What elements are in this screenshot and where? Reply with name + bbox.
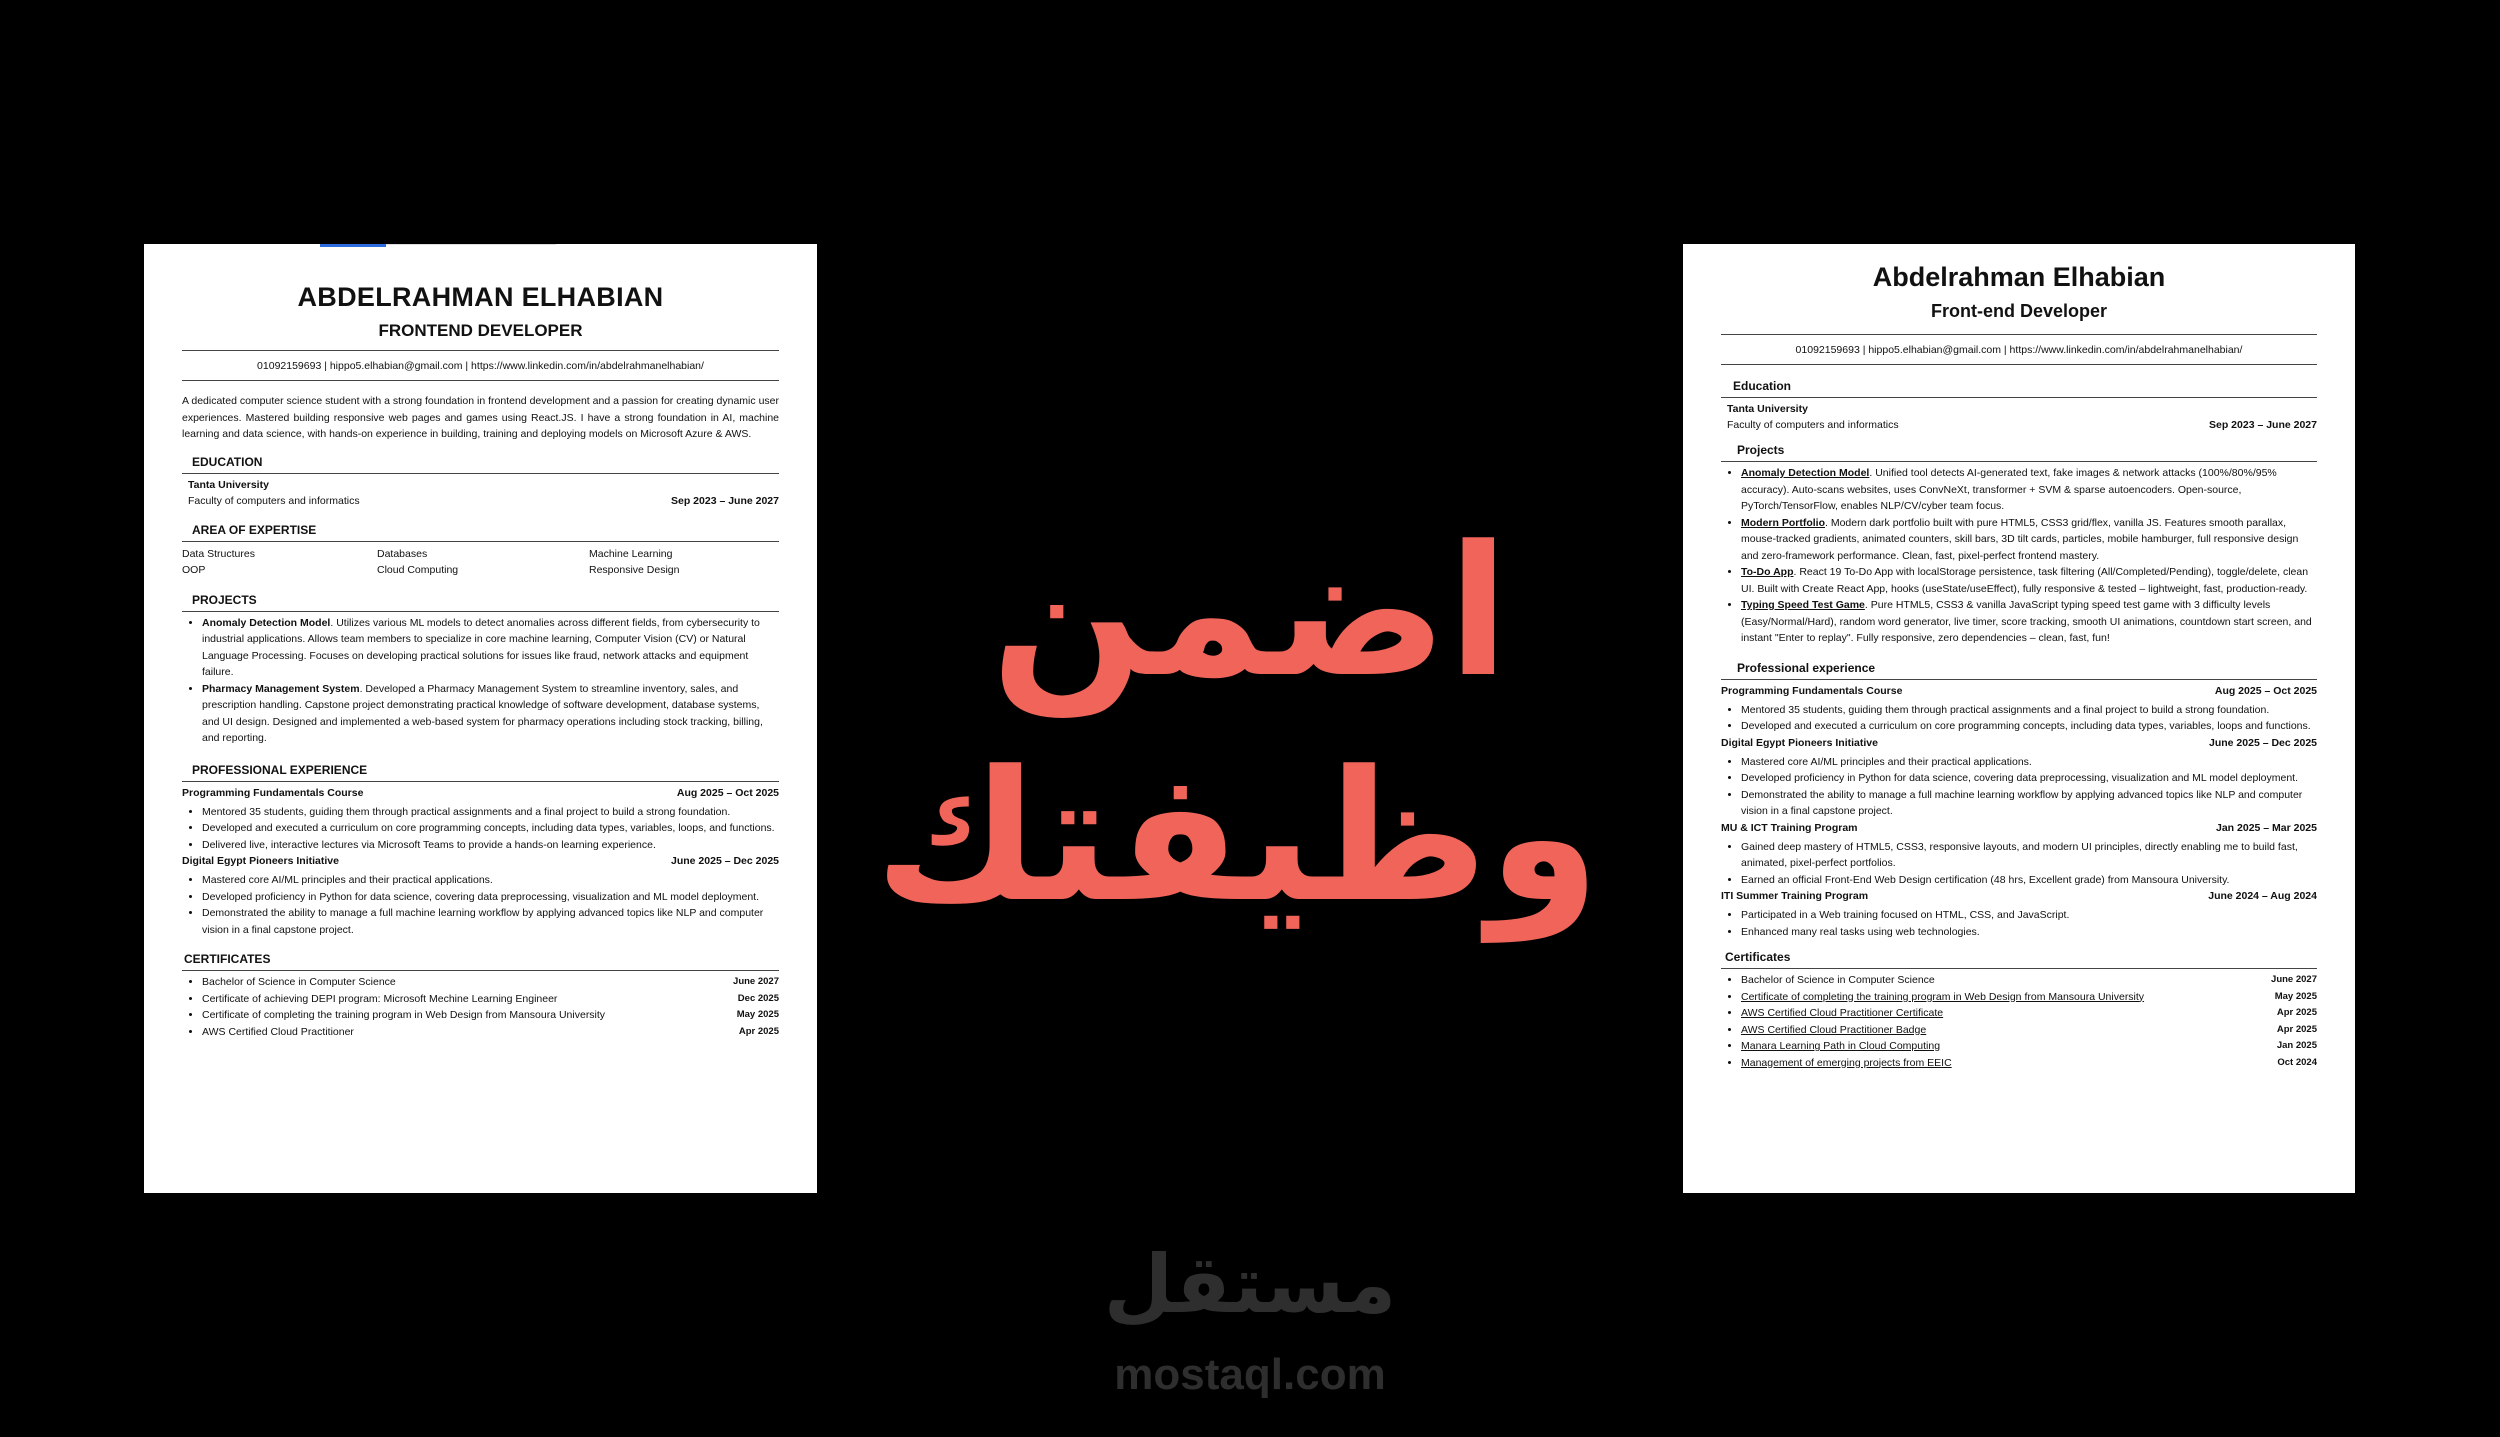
experience-row [182, 853, 779, 869]
project-text: . Modern dark portfolio built with pure HTML5, CSS3 grid/flex, vanilla JS. Features smooth parallax, mouse-tracked gradients, animated counters, skill bars, 3D tilt cards, particles, mobile hamburger, full responsive design and zero-framework performance. Clean, fast, pixel-perfect frontend mastery. [1741, 516, 2299, 562]
experience-row [1721, 735, 2317, 751]
project-text: . Developed a Pharmacy Management System to streamline inventory, sales, and prescription handling. Capstone project demonstrating practical knowledge of software development, database systems, and UI design. Designed and implemented a web-based system for pharmacy operations including stock tracking, billing, and reporting. [202, 682, 763, 744]
headline-line2: وظيفتك [874, 733, 1600, 942]
project-title[interactable]: Modern Portfolio [1741, 516, 1825, 529]
certificate-date: Apr 2025 [738, 1025, 779, 1037]
project-text: . React 19 To-Do App with localStorage persistence, task filtering (All/Completed/Pending), toggle/delete, clean UI. Built with Create React App, hooks (useState/useEffect), fully responsive & tested – lightweight, fast, production-ready. [1741, 566, 2309, 595]
certificate-date: Dec 2025 [737, 992, 779, 1004]
education-school: Tanta University [1727, 403, 1808, 415]
experience-dates: June 2025 – Dec 2025 [2209, 736, 2317, 749]
certificate-date: Jan 2025 [2276, 1040, 2317, 1051]
certificate-date: June 2027 [2271, 974, 2317, 985]
certificate-link[interactable]: • Manara Learning Path in Cloud Computing [1741, 1040, 1941, 1052]
accent-bar [320, 244, 386, 247]
brand-logo-latin: mostaql.com [1114, 1350, 1386, 1399]
certificate-link[interactable]: • Certificate of completing the training program in Web Design from Mansoura University [1741, 990, 2145, 1003]
certificate-date: Apr 2025 [2276, 1007, 2317, 1018]
certificate-name: • Bachelor of Science in Computer Science [202, 976, 396, 988]
education-faculty: Faculty of computers and informatics [188, 494, 360, 507]
resume-role: Front-end Developer [1930, 301, 2108, 321]
experience-title: Digital Egypt Pioneers Initiative [182, 855, 339, 867]
section-title-education: EDUCATION [182, 455, 779, 474]
list-item [1741, 564, 2317, 597]
education-dates: Sep 2023 – June 2027 [671, 494, 779, 507]
list-item: • Gained deep mastery of HTML5, CSS3, responsive layouts, and modern UI principles, directly enabling me to build fast, animated, pixel-perfect portfolios. [1741, 839, 2317, 872]
certificate-name: • Certificate of achieving DEPI program: Microsoft Mechine Learning Engineer [202, 992, 558, 1005]
education-row [182, 477, 779, 493]
list-item: • Mentored 35 students, guiding them through practical assignments and a final project to build a strong foundation. [202, 804, 779, 821]
experience-title: ITI Summer Training Program [1721, 890, 1869, 902]
section-title-expertise: AREA OF EXPERTISE [182, 523, 779, 542]
list-item: • Developed and executed a curriculum on core programming concepts, including data types, variables, loops and functions. [1741, 718, 2317, 735]
resume-left [144, 244, 817, 1193]
list-item [1741, 465, 2317, 515]
experience-row [1721, 888, 2317, 904]
education-row [1721, 417, 2317, 433]
experience-title: Programming Fundamentals Course [182, 786, 364, 799]
list-item [1741, 989, 2317, 1006]
list-item [1741, 597, 2317, 647]
list-item: • Developed proficiency in Python for data science, covering data preprocessing, visualization and ML model deployment. [202, 889, 779, 906]
certificates-list [182, 974, 779, 1040]
project-text: . Utilizes various ML models to detect anomalies across different fields, from cybersecurity to industrial applications. Allows team members to specialize in core machine learning, Computer Vision (CV) or Natural Language Processing. Focuses on developing practical solutions for issues like fraud, network attacks and equipment failure. [202, 616, 760, 678]
list-item: • Mentored 35 students, guiding them through practical assignments and a final project to build a strong foundation. [1741, 702, 2317, 719]
experience-row [1721, 820, 2317, 836]
list-item [1741, 515, 2317, 565]
resume-role: FRONTEND DEVELOPER [378, 321, 583, 340]
project-title: Anomaly Detection Model [202, 616, 331, 629]
experience-dates: Jan 2025 – Mar 2025 [2216, 821, 2317, 834]
expertise-item: Responsive Design [589, 564, 680, 576]
certificate-link[interactable]: • AWS Certified Cloud Practitioner Certificate [1741, 1007, 1944, 1019]
resume-name: Abdelrahman Elhabian [1872, 262, 2166, 292]
list-item: • Developed proficiency in Python for data science, covering data preprocessing, visualization and ML model deployment. [1741, 770, 2317, 787]
projects-list [1721, 465, 2317, 647]
experience-row [182, 785, 779, 801]
list-item [1741, 1022, 2317, 1039]
expertise-item: OOP [182, 564, 206, 576]
list-item: • Developed and executed a curriculum on core programming concepts, including data types, variables, loops, and functions. [202, 820, 779, 837]
list-item [1741, 1005, 2317, 1022]
experience-title: Digital Egypt Pioneers Initiative [1721, 736, 1878, 749]
experience-list [1721, 702, 2317, 735]
certificate-date: Oct 2024 [2277, 1056, 2317, 1068]
expertise-item: Cloud Computing [377, 564, 459, 576]
project-title[interactable]: Anomaly Detection Model [1741, 467, 1870, 479]
certificate-date: May 2025 [736, 1009, 779, 1020]
summary: A dedicated computer science student with a strong foundation in frontend development and a passion for creating dynamic user experiences. Mastered building responsive web pages and games using React.JS. I have a strong foundation in AI, machine learning and data science, with hands-on experience in building, training and deploying models on Microsoft Azure & AWS. [182, 395, 779, 440]
certificate-date: June 2027 [733, 976, 779, 987]
section-title-projects: PROJECTS [182, 593, 779, 612]
education-row [182, 493, 779, 509]
divider [1721, 364, 2317, 365]
list-item: • Enhanced many real tasks using web technologies. [1741, 924, 2317, 941]
education-faculty: Faculty of computers and informatics [1727, 419, 1899, 431]
resume-name: ABDELRAHMAN ELHABIAN [297, 282, 664, 312]
resume-right [1683, 244, 2355, 1193]
list-item [1741, 1055, 2317, 1072]
section-title-experience: PROFESSIONAL EXPERIENCE [182, 763, 779, 782]
certificate-link[interactable]: • Management of emerging projects from EEIC [1741, 1056, 1952, 1069]
headline [874, 500, 1600, 950]
list-item: • Mastered core AI/ML principles and their practical applications. [1741, 754, 2317, 771]
education-dates: Sep 2023 – June 2027 [2209, 419, 2317, 431]
list-item [202, 615, 779, 681]
education-row [1721, 401, 2317, 417]
brand-logo-arabic: مستقل [1103, 1238, 1397, 1331]
project-title: Pharmacy Management System [202, 682, 360, 695]
certificates-list [1721, 972, 2317, 1071]
expertise-item: Machine Learning [589, 547, 673, 560]
expertise-item: Data Structures [182, 547, 255, 560]
list-item [1741, 972, 2317, 989]
list-item: • Mastered core AI/ML principles and their practical applications. [202, 872, 779, 889]
accent-bar [386, 244, 556, 245]
list-item [202, 1024, 779, 1041]
experience-dates: Aug 2025 – Oct 2025 [2214, 684, 2317, 697]
list-item: • Participated in a Web training focused on HTML, CSS, and JavaScript. [1741, 907, 2317, 924]
certificate-name: • Bachelor of Science in Computer Science [1741, 974, 1935, 986]
headline-line1: اضمن [990, 508, 1510, 717]
section-title-projects: Projects [1721, 443, 2317, 462]
list-item: • Demonstrated the ability to manage a full machine learning workflow by applying advanced topics like NLP and computer vision in a final capstone project. [202, 905, 779, 938]
project-title[interactable]: Typing Speed Test Game [1741, 599, 1865, 611]
list-item: • Earned an official Front-End Web Design certification (48 hrs, Excellent grade) from Mansoura University. [1741, 872, 2317, 889]
certificate-link[interactable]: • AWS Certified Cloud Practitioner Badge [1741, 1023, 1927, 1036]
experience-list [1721, 907, 2317, 940]
experience-list [1721, 839, 2317, 889]
experience-list [182, 872, 779, 938]
experience-title: Programming Fundamentals Course [1721, 684, 1903, 697]
experience-dates: June 2025 – Dec 2025 [671, 855, 779, 867]
experience-list [182, 804, 779, 854]
certificate-date: Apr 2025 [2276, 1023, 2317, 1035]
list-item [1741, 1038, 2317, 1055]
section-title-experience: Professional experience [1721, 661, 2317, 680]
experience-dates: June 2024 – Aug 2024 [2208, 890, 2317, 902]
list-item [202, 974, 779, 991]
section-title-certificates: CERTIFICATES [182, 952, 779, 971]
expertise-item: Databases [377, 547, 428, 560]
divider [182, 380, 779, 381]
certificate-name: • AWS Certified Cloud Practitioner [202, 1025, 354, 1038]
contact-line: 01092159693 | hippo5.elhabian@gmail.com | https://www.linkedin.com/in/abdelrahmanelhabian/ [257, 360, 704, 372]
section-title-certificates: Certificates [1721, 950, 2317, 969]
list-item: • Delivered live, interactive lectures via Microsoft Teams to provide a hands-on learning experience. [202, 837, 779, 854]
education-school: Tanta University [188, 478, 269, 491]
experience-dates: Aug 2025 – Oct 2025 [676, 786, 779, 799]
projects-list [182, 615, 779, 747]
experience-title: MU & ICT Training Program [1721, 821, 1858, 834]
contact-line: 01092159693 | hippo5.elhabian@gmail.com | https://www.linkedin.com/in/abdelrahmanelhabian/ [1795, 344, 2243, 356]
project-text: . Pure HTML5, CSS3 & vanilla JavaScript typing speed test game with 3 difficulty levels (Easy/Normal/Hard), random word generator, live timer, score tracking, smooth UI animations, countdown start screen, and instant "Enter to replay". Fully responsive, zero dependencies – clean, fast, fun! [1741, 599, 2312, 644]
expertise-grid [182, 546, 779, 579]
list-item: • Demonstrated the ability to manage a full machine learning workflow by applying advanced topics like NLP and computer vision in a final capstone project. [1741, 787, 2317, 820]
certificate-name: • Certificate of completing the training program in Web Design from Mansoura University [202, 1009, 606, 1021]
project-text: . Unified tool detects AI-generated text, fake images & network attacks (100%/80%/95% accuracy). Auto-scans websites, uses ConvNeXt, transformer + SVM & sparse autoencoders. Open-source, PyTorch/TensorFlow, enables NLP/CV/cyber team focus. [1741, 467, 2277, 512]
experience-row [1721, 683, 2317, 699]
experience-list [1721, 754, 2317, 820]
list-item [202, 1007, 779, 1024]
certificate-date: May 2025 [2274, 990, 2317, 1002]
list-item [202, 681, 779, 747]
project-title[interactable]: To-Do App [1741, 566, 1794, 578]
section-title-education: Education [1721, 379, 2317, 398]
list-item [202, 991, 779, 1008]
